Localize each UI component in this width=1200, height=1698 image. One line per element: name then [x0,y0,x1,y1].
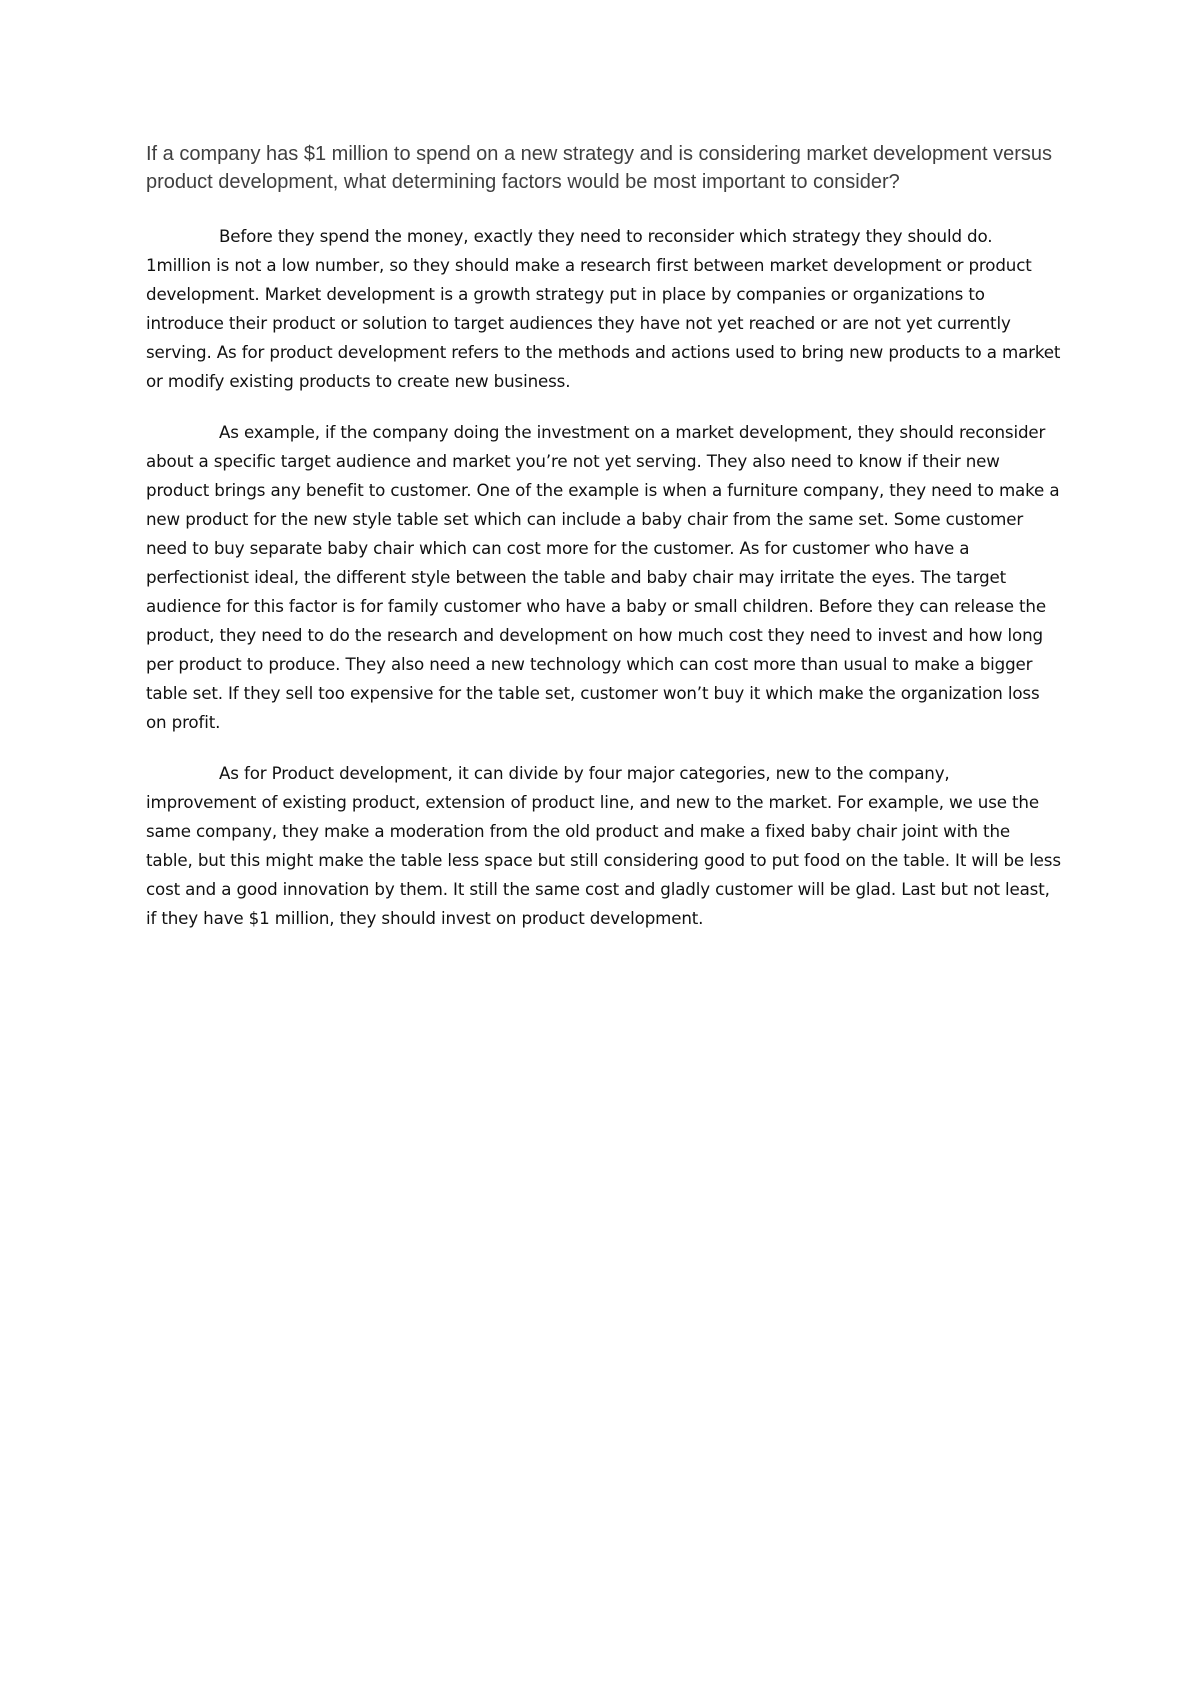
question-heading: If a company has $1 million to spend on a new strategy and is considering market development versus product development, what determining factors would be most important to consider? [146,143,1053,193]
paragraph-strategy-overview: Before they spend the money, exactly they need to reconsider which strategy they should do. 1million is not a low number, so they should make a research first between market development or product development. Market development is a growth strategy put in place by companies or organizations to introduce their product or solution to target audiences they have not yet reached or are not yet currently serving. As for product development refers to the methods and actions used to bring new products to a market or modify existing products to create new business. [146,226,1061,391]
document-content [146,140,1061,955]
paragraph-product-development: As for Product development, it can divide by four major categories, new to the company, improvement of existing product, extension of product line, and new to the market. For example, we use the same company, they make a moderation from the old product and make a fixed baby chair joint with the table, but this might make the table less space but still considering good to put food on the table. It will be less cost and a good innovation by them. It still the same cost and gladly customer will be glad. Last but not least, if they have $1 million, they should invest on product development. [146,763,1061,928]
paragraph-market-development: As example, if the company doing the investment on a market development, they should reconsider about a specific target audience and market you’re not yet serving. They also need to know if their new product brings any benefit to customer. One of the example is when a furniture company, they need to make a new product for the new style table set which can include a baby chair from the same set. Some customer need to buy separate baby chair which can cost more for the customer. As for customer who have a perfectionist ideal, the different style between the table and baby chair may irritate the eyes. The target audience for this factor is for family customer who have a baby or small children. Before they can release the product, they need to do the research and development on how much cost they need to invest and how long per product to produce. They also need a new technology which can cost more than usual to make a bigger table set. If they sell too expensive for the table set, customer won’t buy it which make the organization loss on profit. [146,422,1060,732]
